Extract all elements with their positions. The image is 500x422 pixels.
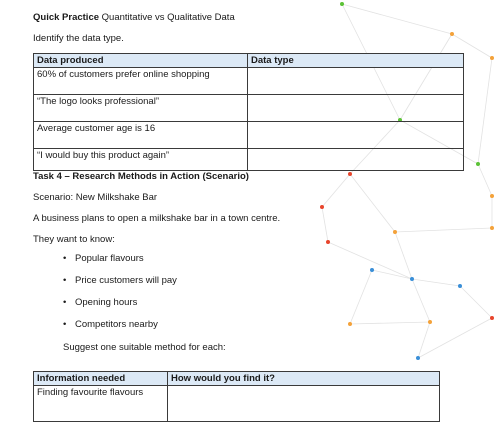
data-produced-cell: 60% of customers prefer online shopping	[34, 68, 248, 95]
list-item	[63, 317, 177, 339]
data-produced-cell: “I would buy this product again”	[34, 149, 248, 171]
list-item	[63, 273, 177, 295]
info-needed-list	[63, 251, 177, 339]
list-item-label: Price customers will pay	[75, 275, 177, 286]
table-row	[34, 95, 464, 122]
header-data-type: Data type	[248, 54, 464, 68]
list-item	[63, 295, 177, 317]
task4-title: Task 4 – Research Methods in Action (Scenario)	[33, 171, 249, 182]
data-produced-cell: Average customer age is 16	[34, 122, 248, 149]
data-type-answer-cell[interactable]	[248, 68, 464, 95]
table-row	[34, 68, 464, 95]
quick-practice-title	[33, 12, 235, 23]
suggest-text: Suggest one suitable method for each:	[63, 342, 226, 353]
scenario-text: Scenario: New Milkshake Bar	[33, 192, 158, 203]
table-row	[34, 386, 440, 422]
methods-table	[33, 371, 440, 422]
table-row	[34, 149, 464, 171]
bullet-icon: •	[63, 275, 67, 286]
table-row	[34, 122, 464, 149]
information-needed-cell: Finding favourite flavours	[34, 386, 168, 422]
bullet-icon: •	[63, 297, 67, 308]
list-item	[63, 251, 177, 273]
bullet-icon: •	[63, 253, 67, 264]
want-to-know-text: They want to know:	[33, 234, 115, 245]
table-header-row	[34, 372, 440, 386]
list-item-label: Popular flavours	[75, 253, 144, 264]
data-type-answer-cell[interactable]	[248, 95, 464, 122]
list-item-label: Opening hours	[75, 297, 138, 308]
instruction-text: Identify the data type.	[33, 33, 124, 44]
method-answer-cell[interactable]	[168, 386, 440, 422]
list-item-label: Competitors nearby	[75, 319, 158, 330]
header-information-needed: Information needed	[34, 372, 168, 386]
data-type-answer-cell[interactable]	[248, 149, 464, 171]
bullet-icon: •	[63, 319, 67, 330]
header-how-find: How would you find it?	[168, 372, 440, 386]
quick-practice-label: Quick Practice	[33, 12, 100, 23]
scenario-intro: A business plans to open a milkshake bar in a town centre.	[33, 213, 281, 224]
table-header-row	[34, 54, 464, 68]
header-data-produced: Data produced	[34, 54, 248, 68]
data-type-answer-cell[interactable]	[248, 122, 464, 149]
data-type-table	[33, 53, 464, 171]
data-produced-cell: “The logo looks professional”	[34, 95, 248, 122]
quick-practice-subtitle: Quantitative vs Qualitative Data	[101, 12, 235, 23]
